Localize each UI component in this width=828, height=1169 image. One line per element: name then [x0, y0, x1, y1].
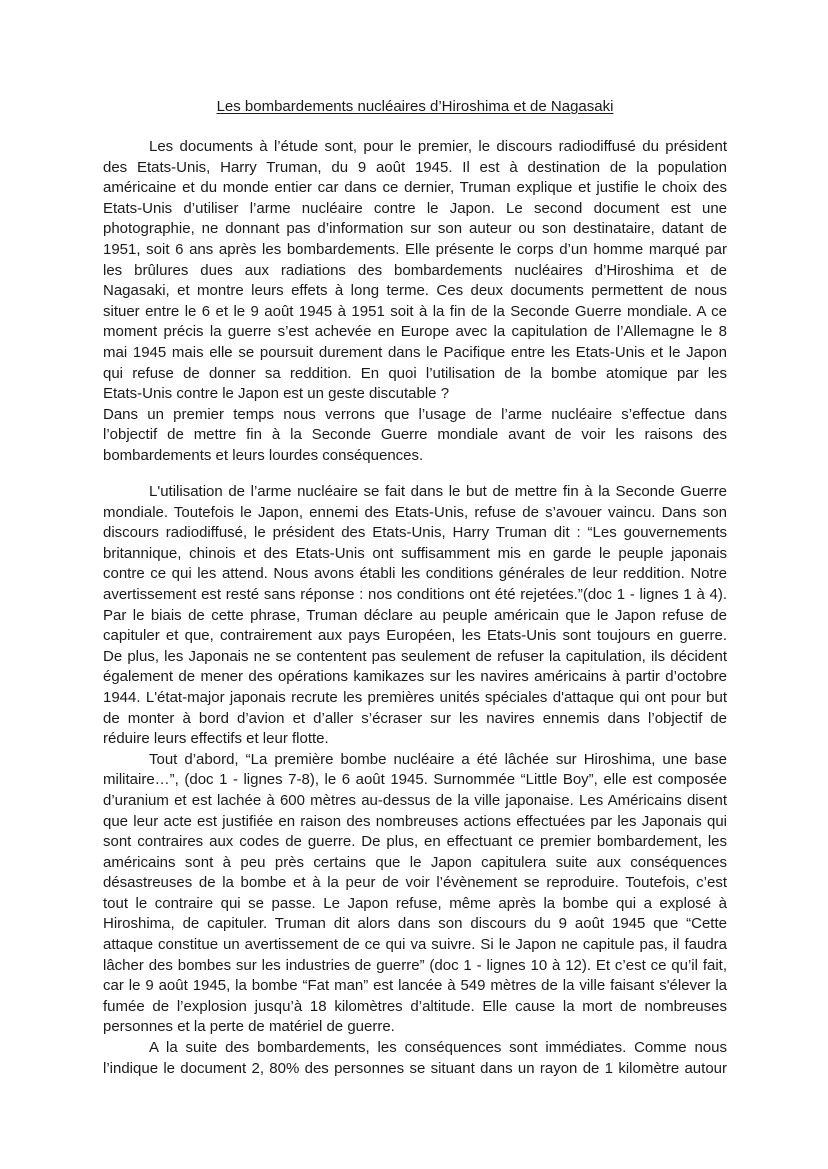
text-line: personnes et la perte de matériel de guerre. [103, 1018, 395, 1036]
text-line: mai 1945 mais elle se poursuit durement dans le Pacifique entre les Etats-Unis et le Japon [103, 343, 727, 361]
text-line: discours radiodiffusé, le président des Etats-Unis, Harry Truman dit : “Les gouvernements [103, 524, 727, 542]
text-line: attaque constitue un avertissement de ce qui va suivre. Si le Japon ne capitule pas, il faudra [103, 936, 727, 954]
text-line: fumée de l’explosion jusqu’à 18 kilomètres d’altitude. Elle cause la mort de nombreuses [103, 997, 727, 1015]
text-line: tout le contraire qui se passe. Le Japon refuse, même après la bombe qui a explosé à [103, 894, 727, 912]
text-line: américains sont à peu près certains que le Japon capitulera suite aux conséquences [103, 853, 727, 871]
text-line: de monter à bord d’avion et d’aller s’écraser sur les navires ennemis dans l’objectif de [103, 709, 727, 727]
text-line: Etats-Unis d’utiliser l’arme nucléaire contre le Japon. Le second document est une [103, 199, 727, 217]
text-line: Tout d’abord, “La première bombe nucléaire a été lâchée sur Hiroshima, une base [149, 750, 727, 768]
text-line: Par le biais de cette phrase, Truman déclare au peuple américain que le Japon refuse de [103, 606, 727, 624]
text-line: bombardements et leurs lourdes conséquences. [103, 446, 424, 464]
text-line: L'utilisation de l’arme nucléaire se fait dans le but de mettre fin à la Seconde Guerre [149, 483, 727, 500]
text-line: De plus, les Japonais ne se contentent pas seulement de refuser la capitulation, ils décident [103, 647, 727, 665]
text-line: l’indique le document 2, 80% des personnes se situant dans un rayon de 1 kilomètre autour [103, 1059, 727, 1077]
text-line: capituler et que, contrairement aux pays Européen, les Etats-Unis sont toujours en guerre. [103, 627, 727, 645]
text-line: Nagasaki, et montre leurs effets à long terme. Ces deux documents permettent de nous [103, 282, 727, 300]
text-line: que leur acte est justifiée en raison des nombreuses actions effectuées par les Japonais qui [103, 812, 727, 830]
text-line: photographie, ne donnant pas d’information sur son auteur ou son destinataire, datant de [103, 220, 727, 238]
text-line: également de mener des opérations kamikazes sur les navires américains à partir d’octobre [103, 668, 727, 686]
text-line: l’objectif de mettre fin à la Seconde Guerre mondiale avant de voir les raisons des [103, 426, 727, 444]
text-line: car le 9 août 1945, la bombe “Fat man” est lancée à 549 mètres de la ville faisant s'élever la [103, 977, 727, 995]
text-line: les brûlures dues aux radiations des bombardements nucléaires d’Hiroshima et de [103, 261, 727, 279]
text-line: Les documents à l’étude sont, pour le premier, le discours radiodiffusé du président [149, 138, 727, 155]
text-line: avertissement est resté sans réponse : nos conditions ont été rejetées.”(doc 1 - lignes 1 à 4). [103, 585, 727, 603]
text-line: militaire…”, (doc 1 - lignes 7-8), le 6 août 1945. Surnommée “Little Boy”, elle est composée [103, 771, 727, 789]
text-line: Dans un premier temps nous verrons que l’usage de l’arme nucléaire s’effectue dans [103, 405, 727, 423]
text-line: britannique, chinois et des Etats-Unis ont suffisamment mis en garde le peuple japonais [103, 544, 727, 562]
text-line: qui refuse de donner sa reddition. En quoi l’utilisation de la bombe atomique par les [103, 364, 727, 382]
text-line: contre ce qui les attend. Nous avons établi les conditions générales de leur reddition. Notre [103, 565, 727, 583]
text-line: moment précis la guerre s’est achevée en Europe avec la capitulation de l’Allemagne le 8 [103, 323, 727, 341]
text-line: réduire leurs effectifs et leur flotte. [103, 730, 329, 748]
document-title-text: Les bombardements nucléaires d’Hiroshima et de Nagasaki [216, 98, 614, 115]
text-line: Hiroshima, de capituler. Truman dit alors dans son discours du 9 août 1945 que “Cette [103, 915, 727, 933]
text-line: d’uranium et est lachée à 600 mètres au-dessus de la ville japonaise. Les Américains disent [103, 791, 727, 809]
document-title [103, 97, 727, 117]
text-line: 1951, soit 6 ans après les bombardements. Elle présente le corps d’un homme marqué par [103, 240, 727, 258]
text-line: lâcher des bombes sur les industries de guerre” (doc 1 - lignes 10 à 12). Et c’est ce qu’il fait, [103, 956, 727, 974]
text-line: Etats-Unis contre le Japon est un geste discutable ? [103, 385, 450, 403]
text-line: situer entre le 6 et le 9 août 1945 à 1951 soit à la fin de la Seconde Guerre mondiale. A ce [103, 302, 727, 320]
text-line: désastreuses de la bombe et à la peur de voir l’évènement se reproduire. Toutefois, c’est [103, 874, 727, 892]
text-line: des Etats-Unis, Harry Truman, du 9 août 1945. Il est à destination de la population [103, 158, 727, 176]
text-line: mondiale. Toutefois le Japon, ennemi des Etats-Unis, refuse de s’avouer vaincu. Dans son [103, 503, 727, 521]
text-line: 1944. L'état-major japonais recrute les premières unités spéciales d'attaque qui ont pour but [103, 688, 727, 706]
text-line: américaine et du monde entier car dans ce dernier, Truman explique et justifie le choix des [103, 179, 727, 197]
body-section-1 [103, 482, 727, 1079]
text-line: A la suite des bombardements, les conséquences sont immédiates. Comme nous [149, 1039, 727, 1057]
text-line: sont contraires aux codes de guerre. De plus, en effectuant ce premier bombardement, les [103, 833, 727, 851]
introduction-section [103, 137, 727, 467]
